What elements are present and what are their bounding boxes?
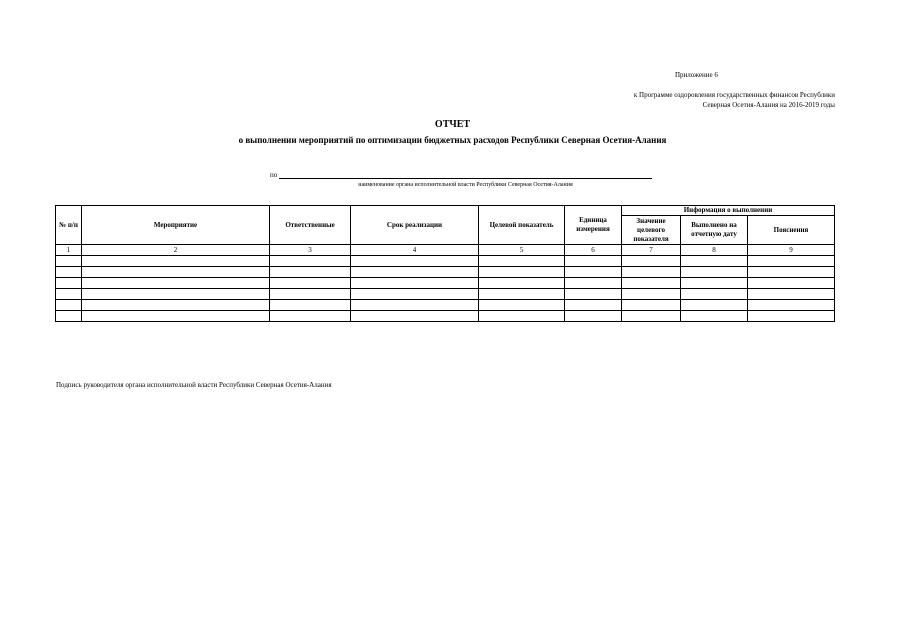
program-reference-line-2: Северная Осетия-Алания на 2016-2019 годы [702, 101, 835, 109]
report-subtitle: о выполнении мероприятий по оптимизации бюджетных расходов Республики Северная Осетия-Алания [238, 135, 667, 145]
by-label: по [270, 171, 278, 179]
table-cell [270, 267, 351, 278]
header-row-1 [56, 206, 835, 216]
col-header-num: № п/п [56, 206, 82, 245]
table-cell [56, 289, 82, 300]
table-cell [56, 278, 82, 289]
column-number: 1 [56, 245, 82, 256]
program-reference [560, 90, 835, 110]
table-cell [622, 311, 681, 322]
column-number-row [56, 245, 835, 256]
col-header-measure: Мероприятие [82, 206, 270, 245]
table-cell [681, 278, 748, 289]
table-row [56, 311, 835, 322]
report-title: ОТЧЕТ [434, 119, 471, 130]
table-cell [479, 256, 565, 267]
table-cell [748, 278, 835, 289]
table-row [56, 300, 835, 311]
col-header-fulfilled: Выполнено на отчетную дату [681, 216, 748, 245]
program-reference-line-1: к Программе оздоровления государственных финансов Республики [633, 91, 835, 99]
table-row [56, 289, 835, 300]
table-cell [681, 300, 748, 311]
report-table [55, 205, 835, 322]
col-header-notes: Пояснения [748, 216, 835, 245]
table-cell [82, 278, 270, 289]
column-number: 8 [681, 245, 748, 256]
table-cell [270, 256, 351, 267]
table-cell [681, 256, 748, 267]
table-cell [748, 300, 835, 311]
table-cell [82, 311, 270, 322]
table-row [56, 278, 835, 289]
column-number: 3 [270, 245, 351, 256]
col-header-target: Целевой показатель [479, 206, 565, 245]
table-cell [748, 311, 835, 322]
table-cell [351, 256, 479, 267]
table-cell [270, 311, 351, 322]
table-cell [56, 267, 82, 278]
organization-name-line [279, 178, 652, 179]
column-number: 5 [479, 245, 565, 256]
table-cell [56, 311, 82, 322]
table-cell [748, 256, 835, 267]
table-cell [622, 256, 681, 267]
table-cell [270, 289, 351, 300]
col-header-responsible: Ответственные [270, 206, 351, 245]
column-number: 6 [565, 245, 622, 256]
col-header-deadline: Срок реализации [351, 206, 479, 245]
table-cell [56, 256, 82, 267]
table-cell [681, 289, 748, 300]
table-cell [622, 278, 681, 289]
table-cell [681, 267, 748, 278]
table-cell [565, 278, 622, 289]
table-cell [565, 289, 622, 300]
table-cell [82, 267, 270, 278]
table-cell [622, 267, 681, 278]
table-row [56, 267, 835, 278]
table-cell [565, 256, 622, 267]
table-cell [748, 267, 835, 278]
col-header-target-value: Значение целевого показателя [622, 216, 681, 245]
empty-rows [56, 256, 835, 322]
table-cell [479, 267, 565, 278]
table-cell [351, 267, 479, 278]
table-cell [565, 267, 622, 278]
appendix-title: Приложение 6 [675, 71, 718, 79]
table-cell [748, 289, 835, 300]
table-cell [270, 278, 351, 289]
table-cell [479, 289, 565, 300]
column-number: 2 [82, 245, 270, 256]
table-cell [351, 311, 479, 322]
table-cell [351, 289, 479, 300]
table-cell [681, 311, 748, 322]
table-cell [565, 311, 622, 322]
column-number: 9 [748, 245, 835, 256]
signature-line: Подпись руководителя органа исполнительной власти Республики Северная Осетия-Алания [56, 381, 332, 389]
table-cell [56, 300, 82, 311]
table-cell [479, 311, 565, 322]
column-number: 7 [622, 245, 681, 256]
col-header-info-group: Информация о выполнении [622, 206, 835, 216]
table-cell [622, 300, 681, 311]
column-number: 4 [351, 245, 479, 256]
table-cell [351, 278, 479, 289]
table-cell [351, 300, 479, 311]
table-cell [270, 300, 351, 311]
table-row [56, 256, 835, 267]
table-cell [479, 278, 565, 289]
table-cell [479, 300, 565, 311]
table-cell [82, 300, 270, 311]
table-cell [82, 289, 270, 300]
organization-caption: наименование органа исполнительной власти Республики Северная Осетия-Алания [358, 182, 573, 188]
table-cell [565, 300, 622, 311]
table-cell [622, 289, 681, 300]
table-cell [82, 256, 270, 267]
col-header-unit: Единица измерения [565, 206, 622, 245]
